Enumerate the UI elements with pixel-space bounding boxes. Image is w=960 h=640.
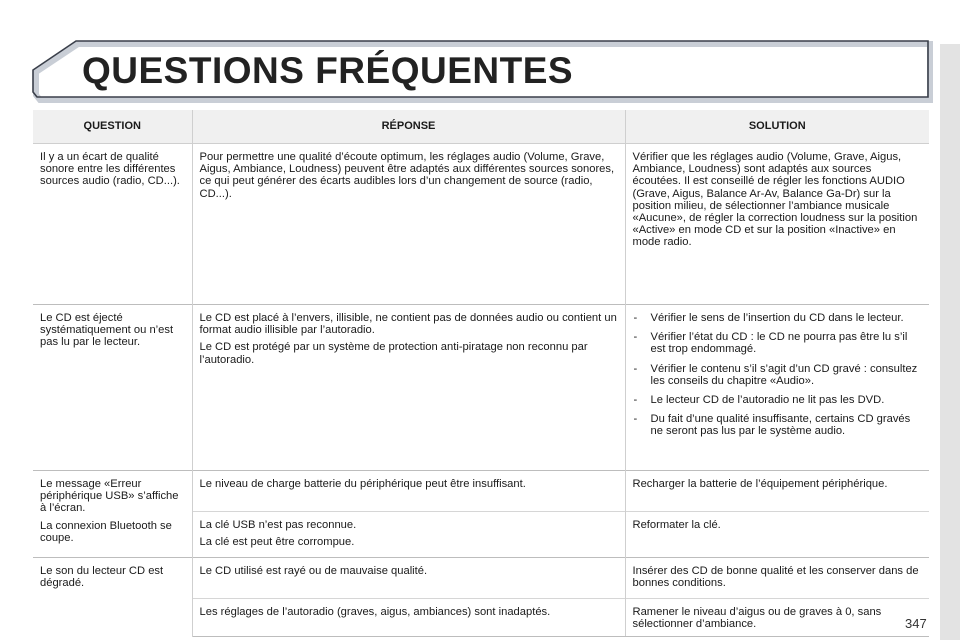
solution-text: Vérifier que les réglages audio (Volume, Grave, Aigus, Ambiance, Loudness) sont adaptés aux sources écoutées. Il est conseillé de régler les fonctions AUDIO (Grave, Aigus, Balance Ar-Av, Balance Ga-Dr) sur la position milieu, de sélectionner l’ambiance musicale «Aucune», de régler la correction loudness sur la position «Active» en mode CD et sur la position «Inactive» en mode radio. — [632, 151, 918, 249]
answer-text: Le niveau de charge batterie du périphérique peut être insuffisant. — [199, 478, 526, 490]
list-item: - Vérifier le contenu s’il s’agit d’un CD gravé : consultez les conseils du chapitre «Audio». — [633, 362, 918, 387]
solution-cell — [625, 558, 929, 599]
table-header-row — [33, 110, 929, 144]
list-item: - Vérifier l’état du CD : le CD ne pourra pas être lu s’il est trop endommagé. — [633, 331, 908, 356]
solution-cell — [625, 471, 929, 512]
side-bar — [940, 44, 960, 640]
question-text: Le CD est éjecté systématiquement ou n’est pas lu par le lecteur. — [40, 312, 174, 349]
answer-text: La clé est peut être corrompue. — [199, 536, 355, 549]
answer-text: Le CD utilisé est rayé ou de mauvaise qualité. — [199, 565, 428, 577]
table-row — [33, 144, 929, 305]
answer-cell — [192, 558, 625, 599]
solution-item-text: Vérifier le sens de l’insertion du CD dans le lecteur. — [650, 312, 904, 324]
list-item: - Du fait d’une qualité insuffisante, certains CD gravés ne seront pas lus par le système audio. — [633, 413, 911, 438]
solution-text: Insérer des CD de bonne qualité et les conserver dans de bonnes conditions. — [632, 565, 919, 590]
list-item: - Le lecteur CD de l’autoradio ne lit pas les DVD. — [633, 394, 885, 407]
solution-item-text: Le lecteur CD de l’autoradio ne lit pas les DVD. — [650, 394, 885, 407]
answer-cell — [192, 305, 625, 471]
answer-text: Le CD est placé à l’envers, illisible, ne contient pas de données audio ou contient un format audio illisible par l’autoradio. — [199, 312, 617, 337]
page-number: 347 — [905, 616, 927, 631]
solution-text: Reformater la clé. — [632, 519, 721, 531]
column-header-solution: SOLUTION — [625, 110, 929, 144]
solution-text: Ramener le niveau d’aigus ou de graves à 0, sans sélectionner d’ambiance. — [632, 606, 882, 631]
question-cell — [33, 144, 192, 305]
answer-cell — [192, 471, 625, 512]
answer-text: La clé USB n’est pas reconnue. — [199, 519, 357, 531]
question-text: Le message «Erreur périphérique USB» s’affiche à l’écran. — [40, 478, 179, 515]
solution-item-text: Vérifier le contenu s’il s’agit d’un CD gravé : consultez les conseils du chapitre «Audio». — [650, 362, 918, 387]
solution-item-text: Vérifier l’état du CD : le CD ne pourra pas être lu s’il est trop endommagé. — [650, 331, 908, 356]
question-text: Le son du lecteur CD est dégradé. — [40, 565, 164, 590]
answer-text: Le CD est protégé par un système de protection anti-piratage non reconnu par l’autoradio. — [199, 341, 588, 366]
question-cell — [33, 305, 192, 471]
column-header-answer: RÉPONSE — [192, 110, 625, 144]
solution-list — [633, 312, 923, 438]
answer-cell — [192, 599, 625, 637]
solution-cell — [625, 599, 929, 637]
answer-text: Les réglages de l’autoradio (graves, aigus, ambiances) sont inadaptés. — [199, 606, 551, 618]
solution-item-text: Du fait d’une qualité insuffisante, certains CD gravés ne seront pas lus par le système audio. — [650, 413, 911, 438]
column-header-question: QUESTION — [33, 110, 192, 144]
table-row — [33, 305, 929, 471]
question-cell — [33, 558, 192, 637]
table-row — [33, 558, 929, 599]
faq-table — [33, 110, 929, 637]
solution-text: Recharger la batterie de l’équipement périphérique. — [632, 478, 888, 490]
question-text: Il y a un écart de qualité sonore entre les différentes sources audio (radio, CD...). — [40, 151, 180, 188]
answer-cell — [192, 144, 625, 305]
answer-text: Pour permettre une qualité d’écoute optimum, les réglages audio (Volume, Grave, Aigus, Ambiance, Loudness) peuvent être adaptés aux différentes sources sonores, ce qui peut générer des écarts audibles lors d’un changement de source (radio, CD...). — [199, 151, 615, 200]
question-cell — [33, 471, 192, 558]
solution-cell — [625, 512, 929, 558]
solution-cell — [625, 144, 929, 305]
question-text: La connexion Bluetooth se coupe. — [40, 519, 172, 544]
list-item: - Vérifier le sens de l’insertion du CD dans le lecteur. — [633, 312, 904, 324]
table-row — [33, 471, 929, 512]
answer-cell — [192, 512, 625, 558]
solution-cell — [625, 305, 929, 471]
page-title: QUESTIONS FRÉQUENTES — [82, 50, 574, 91]
